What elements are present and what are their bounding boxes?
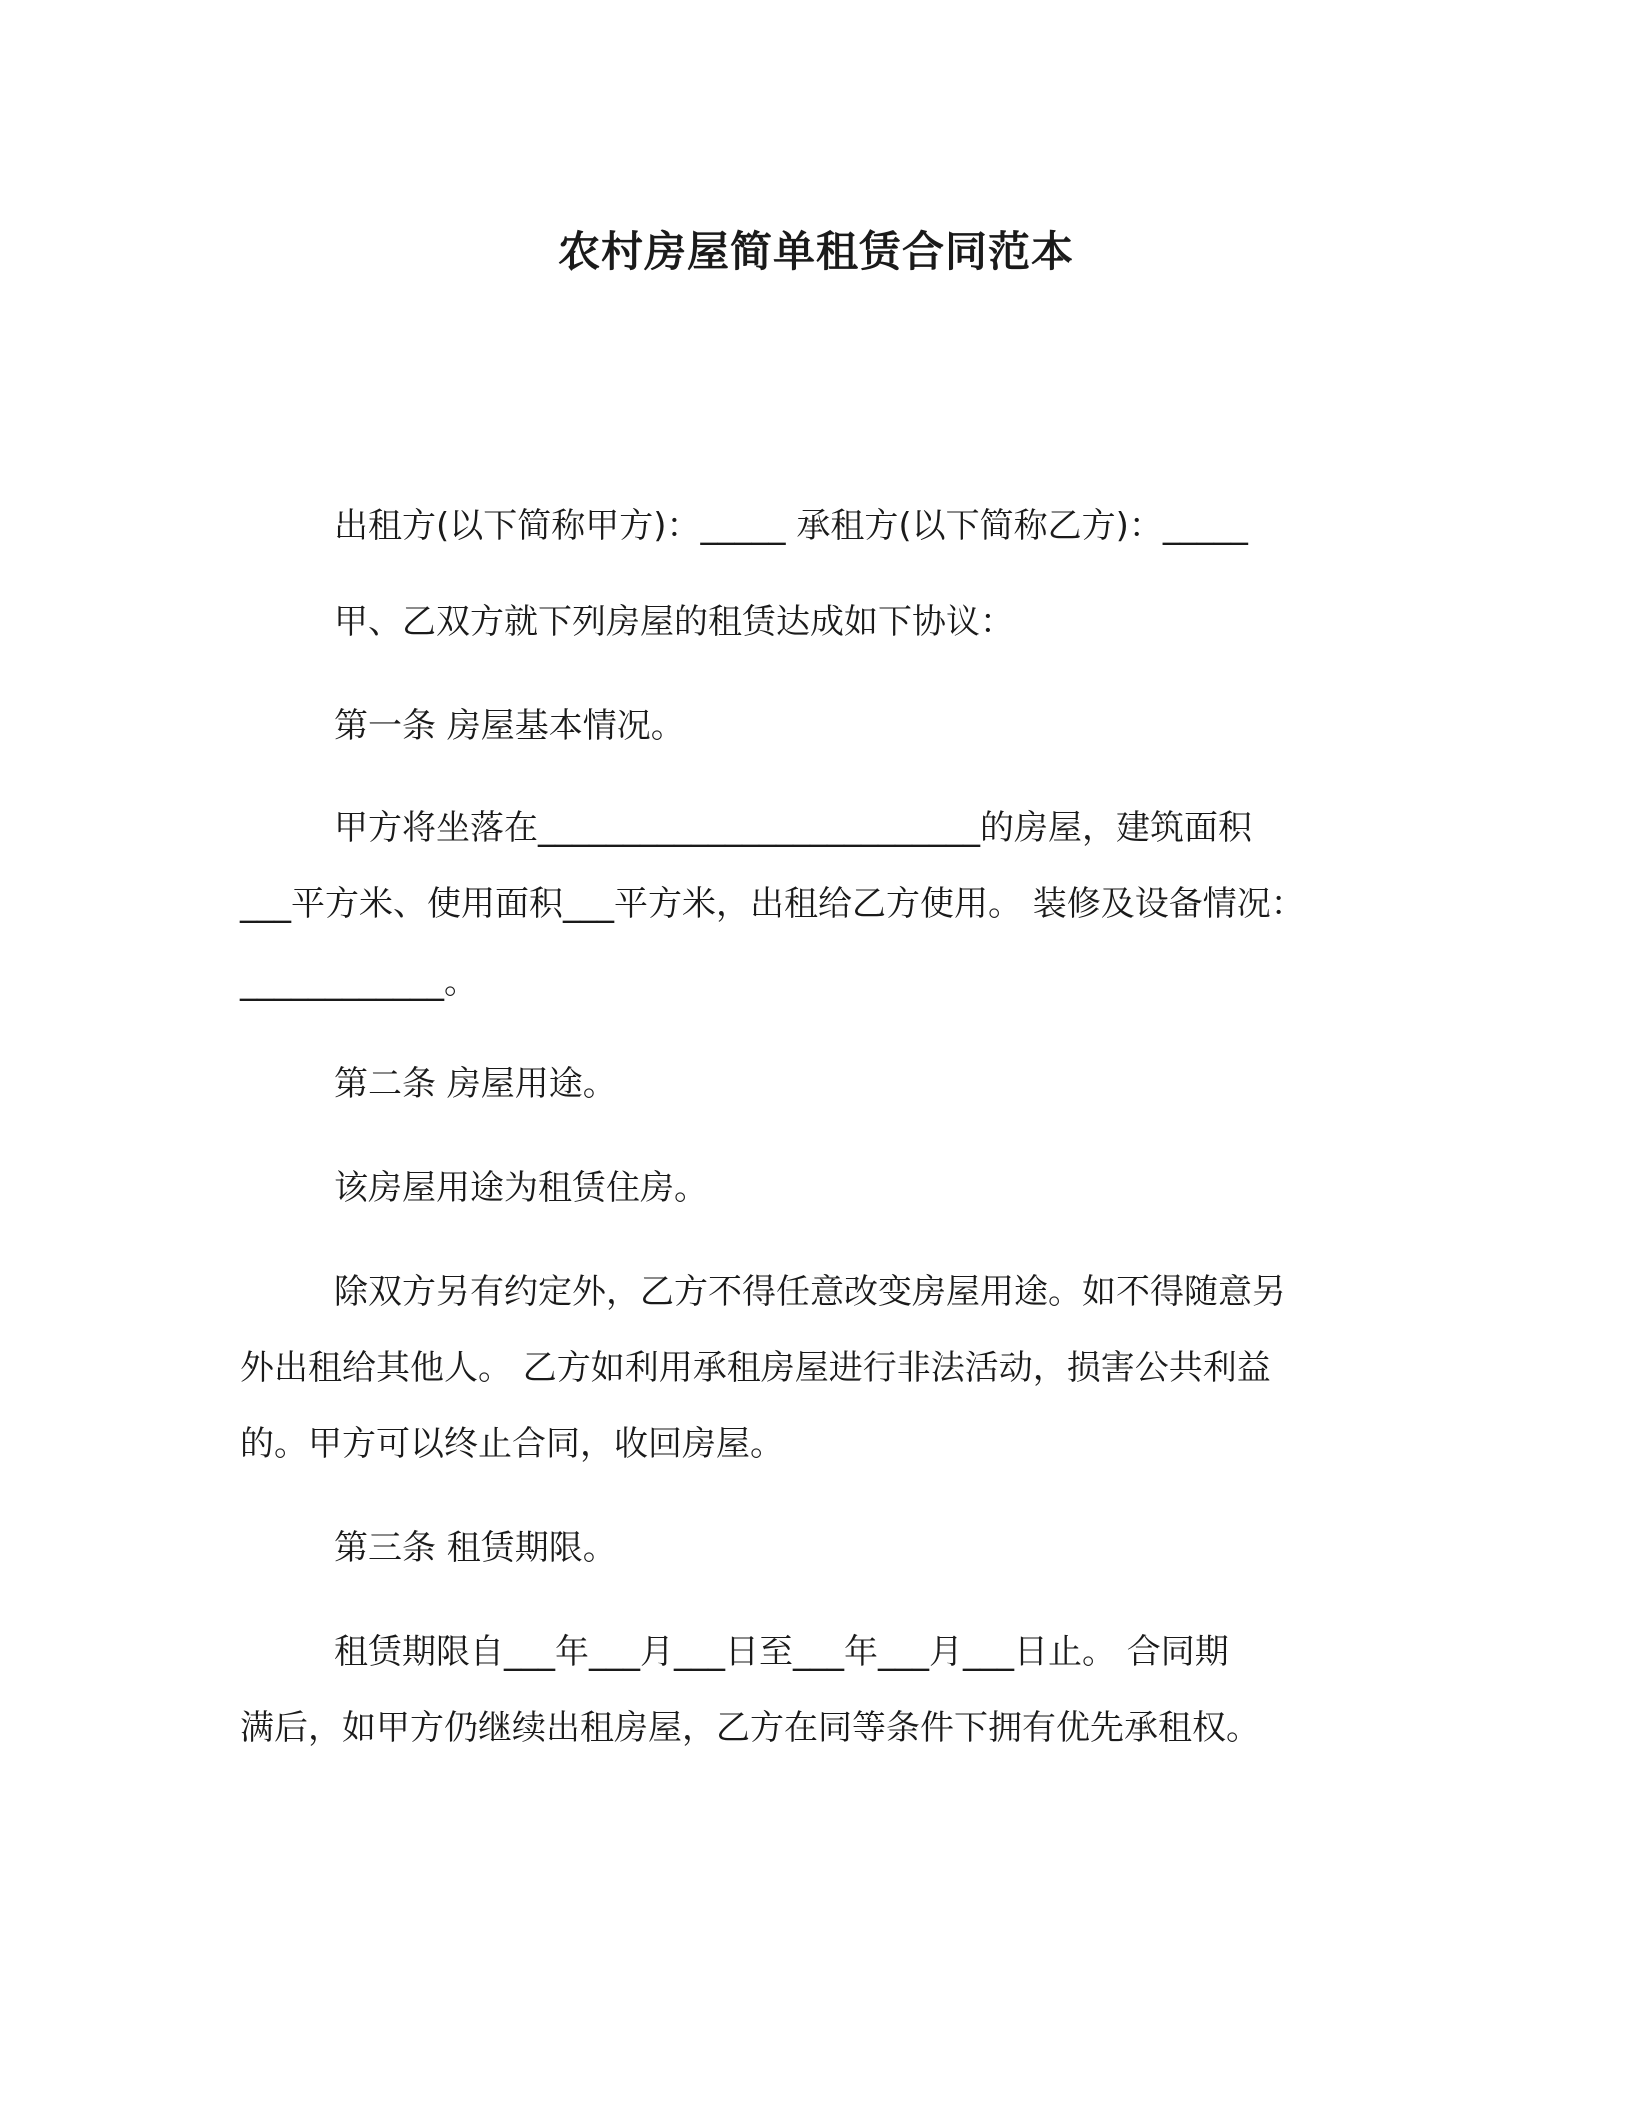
parties-line: 出租方(以下简称甲方)：_____ 承租方(以下简称乙方)：_____	[334, 506, 1248, 546]
article-2-text-line-3: 的。甲方可以终止合同，收回房屋。	[240, 1424, 784, 1464]
agreement-intro: 甲、乙双方就下列房屋的租赁达成如下协议：	[334, 602, 1014, 642]
article-3-text-line-2: 满后，如甲方仍继续出租房屋，乙方在同等条件下拥有优先承租权。	[240, 1708, 1260, 1748]
article-2-text-line-2: 外出租给其他人。 乙方如利用承租房屋进行非法活动，损害公共利益	[240, 1348, 1271, 1388]
article-1-text-line-1: 甲方将坐落在__________________________的房屋，建筑面积	[334, 808, 1252, 848]
article-2-text-line-1: 除双方另有约定外，乙方不得任意改变房屋用途。如不得随意另	[334, 1272, 1286, 1312]
article-3-heading: 第三条 租赁期限。	[334, 1528, 617, 1568]
article-2-heading: 第二条 房屋用途。	[334, 1064, 617, 1104]
document-title: 农村房屋简单租赁合同范本	[557, 227, 1074, 276]
article-1-text-line-2: ___平方米、使用面积___平方米，出租给乙方使用。 装修及设备情况：	[240, 884, 1305, 924]
article-2-usage: 该房屋用途为租赁住房。	[334, 1168, 708, 1208]
article-3-text-line-1: 租赁期限自___年___月___日至___年___月___日止。 合同期	[334, 1632, 1229, 1672]
article-1-heading: 第一条 房屋基本情况。	[334, 706, 685, 746]
article-1-text-line-3: ____________。	[240, 962, 478, 1002]
